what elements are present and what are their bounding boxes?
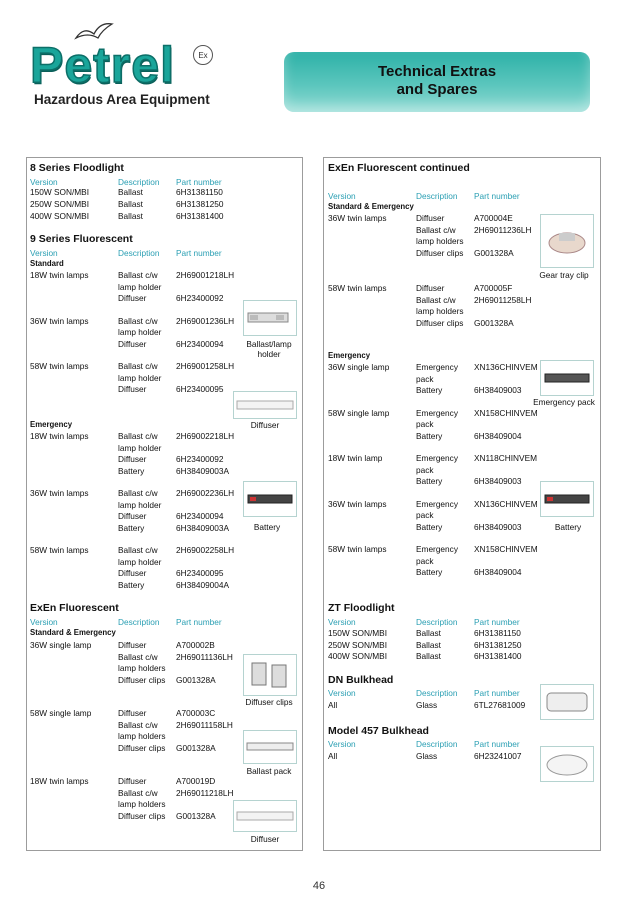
exc-col-part-number: Part number xyxy=(474,191,520,201)
exc-std-row-cell: Ballast c/w xyxy=(416,224,456,235)
exc-col-description: Description xyxy=(416,191,458,201)
exc-em-row-cell: 6H38409003 xyxy=(474,521,522,532)
caption-diffuser-2: Diffuser xyxy=(250,834,280,844)
exen-row-cell: Diffuser clips xyxy=(118,810,166,821)
zt-row-cell: 250W SON/MBI xyxy=(328,639,388,650)
caption-gear-tray: Gear tray clip xyxy=(539,270,589,280)
exen-row-cell: Ballast c/w xyxy=(118,787,158,798)
zt-col-description: Description xyxy=(416,617,458,627)
caption-battery-left: Battery xyxy=(253,522,281,532)
zt-row-cell: 6H31381250 xyxy=(474,639,522,650)
dn-row-cell: Glass xyxy=(416,700,438,710)
exen-row-cell: lamp holders xyxy=(118,731,166,741)
s9-em-row-cell: Ballast c/w xyxy=(118,545,158,555)
s9-em-row-cell: 6H23400092 xyxy=(176,454,224,464)
exc-em-row-cell: 6H38409003 xyxy=(474,476,522,486)
s9-em-row-cell: 6H38409003A xyxy=(176,465,230,476)
exen-row-cell: A700003C xyxy=(176,708,216,718)
dn-row-cell: All xyxy=(328,700,338,710)
exc-std-row-cell: 2H69011258LH xyxy=(474,294,532,305)
exen-col-version: Version xyxy=(30,617,58,627)
exc-em-row-cell: 6H38409004 xyxy=(474,567,522,577)
s9-std-row-cell: Ballast c/w xyxy=(118,270,158,280)
s9-em-row-cell: 58W twin lamps xyxy=(30,545,89,555)
caption-ballast-lamp xyxy=(243,339,295,359)
exc-em-row-cell: 58W twin lamps xyxy=(328,544,387,554)
exen-row-cell: Ballast c/w xyxy=(118,651,158,662)
ballast-lamp-holder-image xyxy=(243,300,297,336)
caption-battery-right: Battery xyxy=(554,522,582,532)
exc-em-row-cell: Battery xyxy=(416,385,443,395)
exc-em-row-cell: Battery xyxy=(416,521,443,532)
exc-em-row-cell: 58W single lamp xyxy=(328,407,390,418)
caption-ballast-pack: Ballast pack xyxy=(246,766,292,776)
battery-image xyxy=(243,481,297,517)
zt-row-cell: Ballast xyxy=(416,628,441,638)
page-title-line1: Technical Extras xyxy=(377,63,497,80)
s9-em-row-cell: lamp holder xyxy=(118,556,162,567)
zt-row-cell: 6H31381150 xyxy=(474,628,521,638)
exc-std-row-cell: Diffuser clips xyxy=(416,247,464,258)
s9-std-row-cell: 6H23400092 xyxy=(176,293,224,303)
s8-col-description: Description xyxy=(118,177,160,187)
section-title: 9 Series Fluorescent xyxy=(30,233,133,245)
page-number: 46 xyxy=(312,880,326,892)
s9-em-row-cell: Diffuser xyxy=(118,454,147,464)
exc-std-row-cell: lamp holders xyxy=(416,236,464,246)
exen-row-cell: G001328A xyxy=(176,810,216,821)
dn-col-version: Version xyxy=(328,688,356,698)
exc-col-version: Version xyxy=(328,191,356,201)
caption-em-pack: Emergency pack xyxy=(533,397,595,407)
s9-col-description: Description xyxy=(118,248,160,258)
s9-std-row-cell: 58W twin lamps xyxy=(30,361,89,371)
exen-row-cell: Ballast c/w xyxy=(118,719,158,730)
zt-row-cell: 150W SON/MBI xyxy=(328,628,388,638)
exc-em-row-cell: XN158CHINVEM xyxy=(474,407,538,418)
exc-std-row-cell: G001328A xyxy=(474,317,514,328)
zt-row-cell: 400W SON/MBI xyxy=(328,651,388,661)
dn-col-description: Description xyxy=(416,688,458,698)
dn-bulkhead-image xyxy=(540,684,594,720)
m457-row-cell: Glass xyxy=(416,751,438,761)
exc-em-row-cell: XN136CHINVEM xyxy=(474,362,538,372)
exc-em-row-cell: Emergency xyxy=(416,453,458,463)
subsection-title: Standard & Emergency xyxy=(328,202,414,211)
exc-em-row-cell: 18W twin lamp xyxy=(328,453,383,463)
exc-em-row-cell: Emergency xyxy=(416,544,458,554)
exen-row-cell: A700002B xyxy=(176,640,215,650)
exc-std-row-cell: A700004E xyxy=(474,213,513,223)
exen-row-cell: lamp holders xyxy=(118,663,166,673)
brand-subtitle: Hazardous Area Equipment xyxy=(34,92,210,107)
battery-image-right xyxy=(540,481,594,517)
exc-em-row-cell: pack xyxy=(416,419,434,429)
s9-em-row-cell: 6H38409003A xyxy=(176,522,230,533)
diffuser-image-2 xyxy=(233,800,297,832)
s8-col-part-number: Part number xyxy=(176,177,222,187)
exen-row-cell: 2H69011218LH xyxy=(176,787,234,798)
subsection-title: Standard & Emergency xyxy=(30,628,116,637)
exen-row-cell: 58W single lamp xyxy=(30,708,92,718)
exen-row-cell: Diffuser clips xyxy=(118,674,166,685)
s9-em-row-cell: 6H38409004A xyxy=(176,579,230,590)
section-title: ZT Floodlight xyxy=(328,602,395,614)
s9-std-row-cell: 6H23400094 xyxy=(176,338,224,349)
s8-row-cell: 250W SON/MBI xyxy=(30,199,90,209)
s8-row-cell: Ballast xyxy=(118,187,143,197)
exen-row-cell: 2H69011158LH xyxy=(176,719,233,730)
exc-em-row-cell: XN136CHINVEM xyxy=(474,498,538,509)
section-title: ExEn Fluorescent xyxy=(30,602,119,614)
exc-std-row-cell: Diffuser xyxy=(416,213,445,223)
dn-col-part-number: Part number xyxy=(474,688,520,698)
s9-em-row-cell: Diffuser xyxy=(118,568,147,578)
zt-row-cell: 6H31381400 xyxy=(474,651,522,661)
exc-em-row-cell: Emergency xyxy=(416,407,458,418)
s9-col-part-number: Part number xyxy=(176,248,222,258)
s9-std-row-cell: Ballast c/w xyxy=(118,361,158,371)
exc-std-row-cell: lamp holders xyxy=(416,306,464,316)
s9-em-row-cell: Diffuser xyxy=(118,511,147,521)
exc-std-row-cell: 58W twin lamps xyxy=(328,283,387,293)
s9-em-row-cell: 18W twin lamps xyxy=(30,431,89,441)
gear-tray-clip-image xyxy=(540,214,594,268)
s9-em-row-cell: Battery xyxy=(118,465,145,476)
s9-em-row-cell: 2H69002218LH xyxy=(176,431,235,441)
exc-em-row-cell: pack xyxy=(416,373,434,384)
exen-row-cell: Diffuser xyxy=(118,776,147,786)
m457-col-version: Version xyxy=(328,739,356,749)
s9-std-row-cell: lamp holder xyxy=(118,327,162,337)
s8-row-cell: Ballast xyxy=(118,199,143,209)
exen-row-cell: A700019D xyxy=(176,776,216,786)
s9-em-row-cell: Ballast c/w xyxy=(118,431,158,441)
exen-col-part-number: Part number xyxy=(176,617,222,627)
s9-std-row-cell: 2H69001218LH xyxy=(176,270,235,280)
s9-std-row-cell: 18W twin lamps xyxy=(30,270,89,280)
s9-em-row-cell: 6H23400095 xyxy=(176,568,224,578)
m457-col-description: Description xyxy=(416,739,458,749)
dn-row-cell: 6TL27681009 xyxy=(474,700,526,710)
exc-std-row-cell: 36W twin lamps xyxy=(328,213,387,223)
exc-std-row-cell: A700005F xyxy=(474,283,513,293)
s9-em-row-cell: 2H69002236LH xyxy=(176,488,235,498)
s9-em-row-cell: Ballast c/w xyxy=(118,488,158,498)
s9-em-row-cell: 36W twin lamps xyxy=(30,488,89,498)
caption-ballast-lamp-2: holder xyxy=(257,349,281,359)
exc-em-row-cell: Battery xyxy=(416,567,443,577)
exc-em-row-cell: pack xyxy=(416,464,434,475)
exen-row-cell: Diffuser xyxy=(118,708,147,718)
emergency-pack-image xyxy=(540,360,594,396)
exc-std-row-cell: G001328A xyxy=(474,247,514,258)
caption-ballast-lamp-1: Ballast/lamp xyxy=(246,339,292,349)
exc-em-row-cell: Battery xyxy=(416,476,443,486)
section-title: 8 Series Floodlight xyxy=(30,162,124,174)
page-title xyxy=(284,63,590,99)
ballast-pack-image xyxy=(243,730,297,764)
s9-em-row-cell: Battery xyxy=(118,579,145,590)
s9-em-row-cell: Battery xyxy=(118,522,145,533)
exc-std-row-cell: 2H69011236LH xyxy=(474,224,532,235)
exc-em-row-cell: 36W twin lamps xyxy=(328,498,387,509)
caption-diffuser-clips: Diffuser clips xyxy=(245,697,293,707)
exc-em-row-cell: XN158CHINVEM xyxy=(474,544,538,554)
s8-row-cell: Ballast xyxy=(118,211,143,221)
zt-col-part-number: Part number xyxy=(474,617,520,627)
section-title: DN Bulkhead xyxy=(328,674,394,686)
exen-row-cell: 36W single lamp xyxy=(30,640,92,650)
subsection-title: Emergency xyxy=(328,351,371,360)
section-title: ExEn Fluorescent continued xyxy=(328,162,470,174)
zt-col-version: Version xyxy=(328,617,356,627)
exen-row-cell: G001328A xyxy=(176,742,216,753)
exc-em-row-cell: Emergency xyxy=(416,362,458,372)
zt-row-cell: Ballast xyxy=(416,639,441,650)
exen-row-cell: 2H69011136LH xyxy=(176,651,233,662)
section-title: Model 457 Bulkhead xyxy=(328,725,429,737)
s9-std-row-cell: lamp holder xyxy=(118,281,162,292)
exc-em-row-cell: 6H38409003 xyxy=(474,385,522,395)
s9-em-row-cell: 6H23400094 xyxy=(176,511,224,521)
s9-std-row-cell: Diffuser xyxy=(118,384,147,394)
s8-row-cell: 6H31381250 xyxy=(176,199,224,209)
subsection-title: Standard xyxy=(30,259,64,268)
exen-row-cell: Diffuser clips xyxy=(118,742,166,753)
s8-row-cell: 400W SON/MBI xyxy=(30,211,90,221)
s8-row-cell: 6H31381150 xyxy=(176,187,223,197)
exc-em-row-cell: pack xyxy=(416,510,434,520)
s9-std-row-cell: lamp holder xyxy=(118,372,162,383)
page-title-line2: and Spares xyxy=(396,81,478,98)
exen-row-cell: G001328A xyxy=(176,674,216,685)
exc-em-row-cell: Battery xyxy=(416,430,443,441)
exc-em-row-cell: XN118CHINVEM xyxy=(474,453,538,463)
s9-std-row-cell: Diffuser xyxy=(118,293,147,303)
s8-row-cell: 150W SON/MBI xyxy=(30,187,90,197)
m457-row-cell: All xyxy=(328,751,338,761)
s9-col-version: Version xyxy=(30,248,58,258)
s9-em-row-cell: 2H69002258LH xyxy=(176,545,235,555)
exen-row-cell: Diffuser xyxy=(118,640,147,650)
ex-mark: Ex xyxy=(193,45,213,65)
exc-std-row-cell: Diffuser xyxy=(416,283,445,293)
m457-col-part-number: Part number xyxy=(474,739,520,749)
exc-std-row-cell: Diffuser clips xyxy=(416,317,464,328)
s9-std-row-cell: 2H69001258LH xyxy=(176,361,235,371)
exc-em-row-cell: 6H38409004 xyxy=(474,430,522,441)
s8-row-cell: 6H31381400 xyxy=(176,211,224,221)
caption-diffuser: Diffuser xyxy=(250,420,280,430)
exen-row-cell: 18W twin lamps xyxy=(30,776,89,786)
s9-std-row-cell: Ballast c/w xyxy=(118,315,158,326)
s8-col-version: Version xyxy=(30,177,58,187)
s9-std-row-cell: 36W twin lamps xyxy=(30,315,89,326)
m457-row-cell: 6H23241007 xyxy=(474,751,522,761)
exen-col-description: Description xyxy=(118,617,160,627)
exc-em-row-cell: pack xyxy=(416,555,434,566)
model-457-bulkhead-image xyxy=(540,746,594,782)
s9-std-row-cell: 6H23400095 xyxy=(176,384,224,394)
s9-std-row-cell: Diffuser xyxy=(118,338,147,349)
s9-std-row-cell: 2H69001236LH xyxy=(176,315,235,326)
s9-em-row-cell: lamp holder xyxy=(118,442,162,453)
exc-std-row-cell: Ballast c/w xyxy=(416,294,456,305)
exc-em-row-cell: Emergency xyxy=(416,498,458,509)
diffuser-clips-image xyxy=(243,654,297,696)
diffuser-image xyxy=(233,391,297,419)
s9-em-row-cell: lamp holder xyxy=(118,499,162,510)
subsection-title: Emergency xyxy=(30,420,73,429)
exc-em-row-cell: 36W single lamp xyxy=(328,362,390,372)
zt-row-cell: Ballast xyxy=(416,651,441,661)
exen-row-cell: lamp holders xyxy=(118,799,166,809)
brand-wordmark: Petrel xyxy=(30,37,175,93)
